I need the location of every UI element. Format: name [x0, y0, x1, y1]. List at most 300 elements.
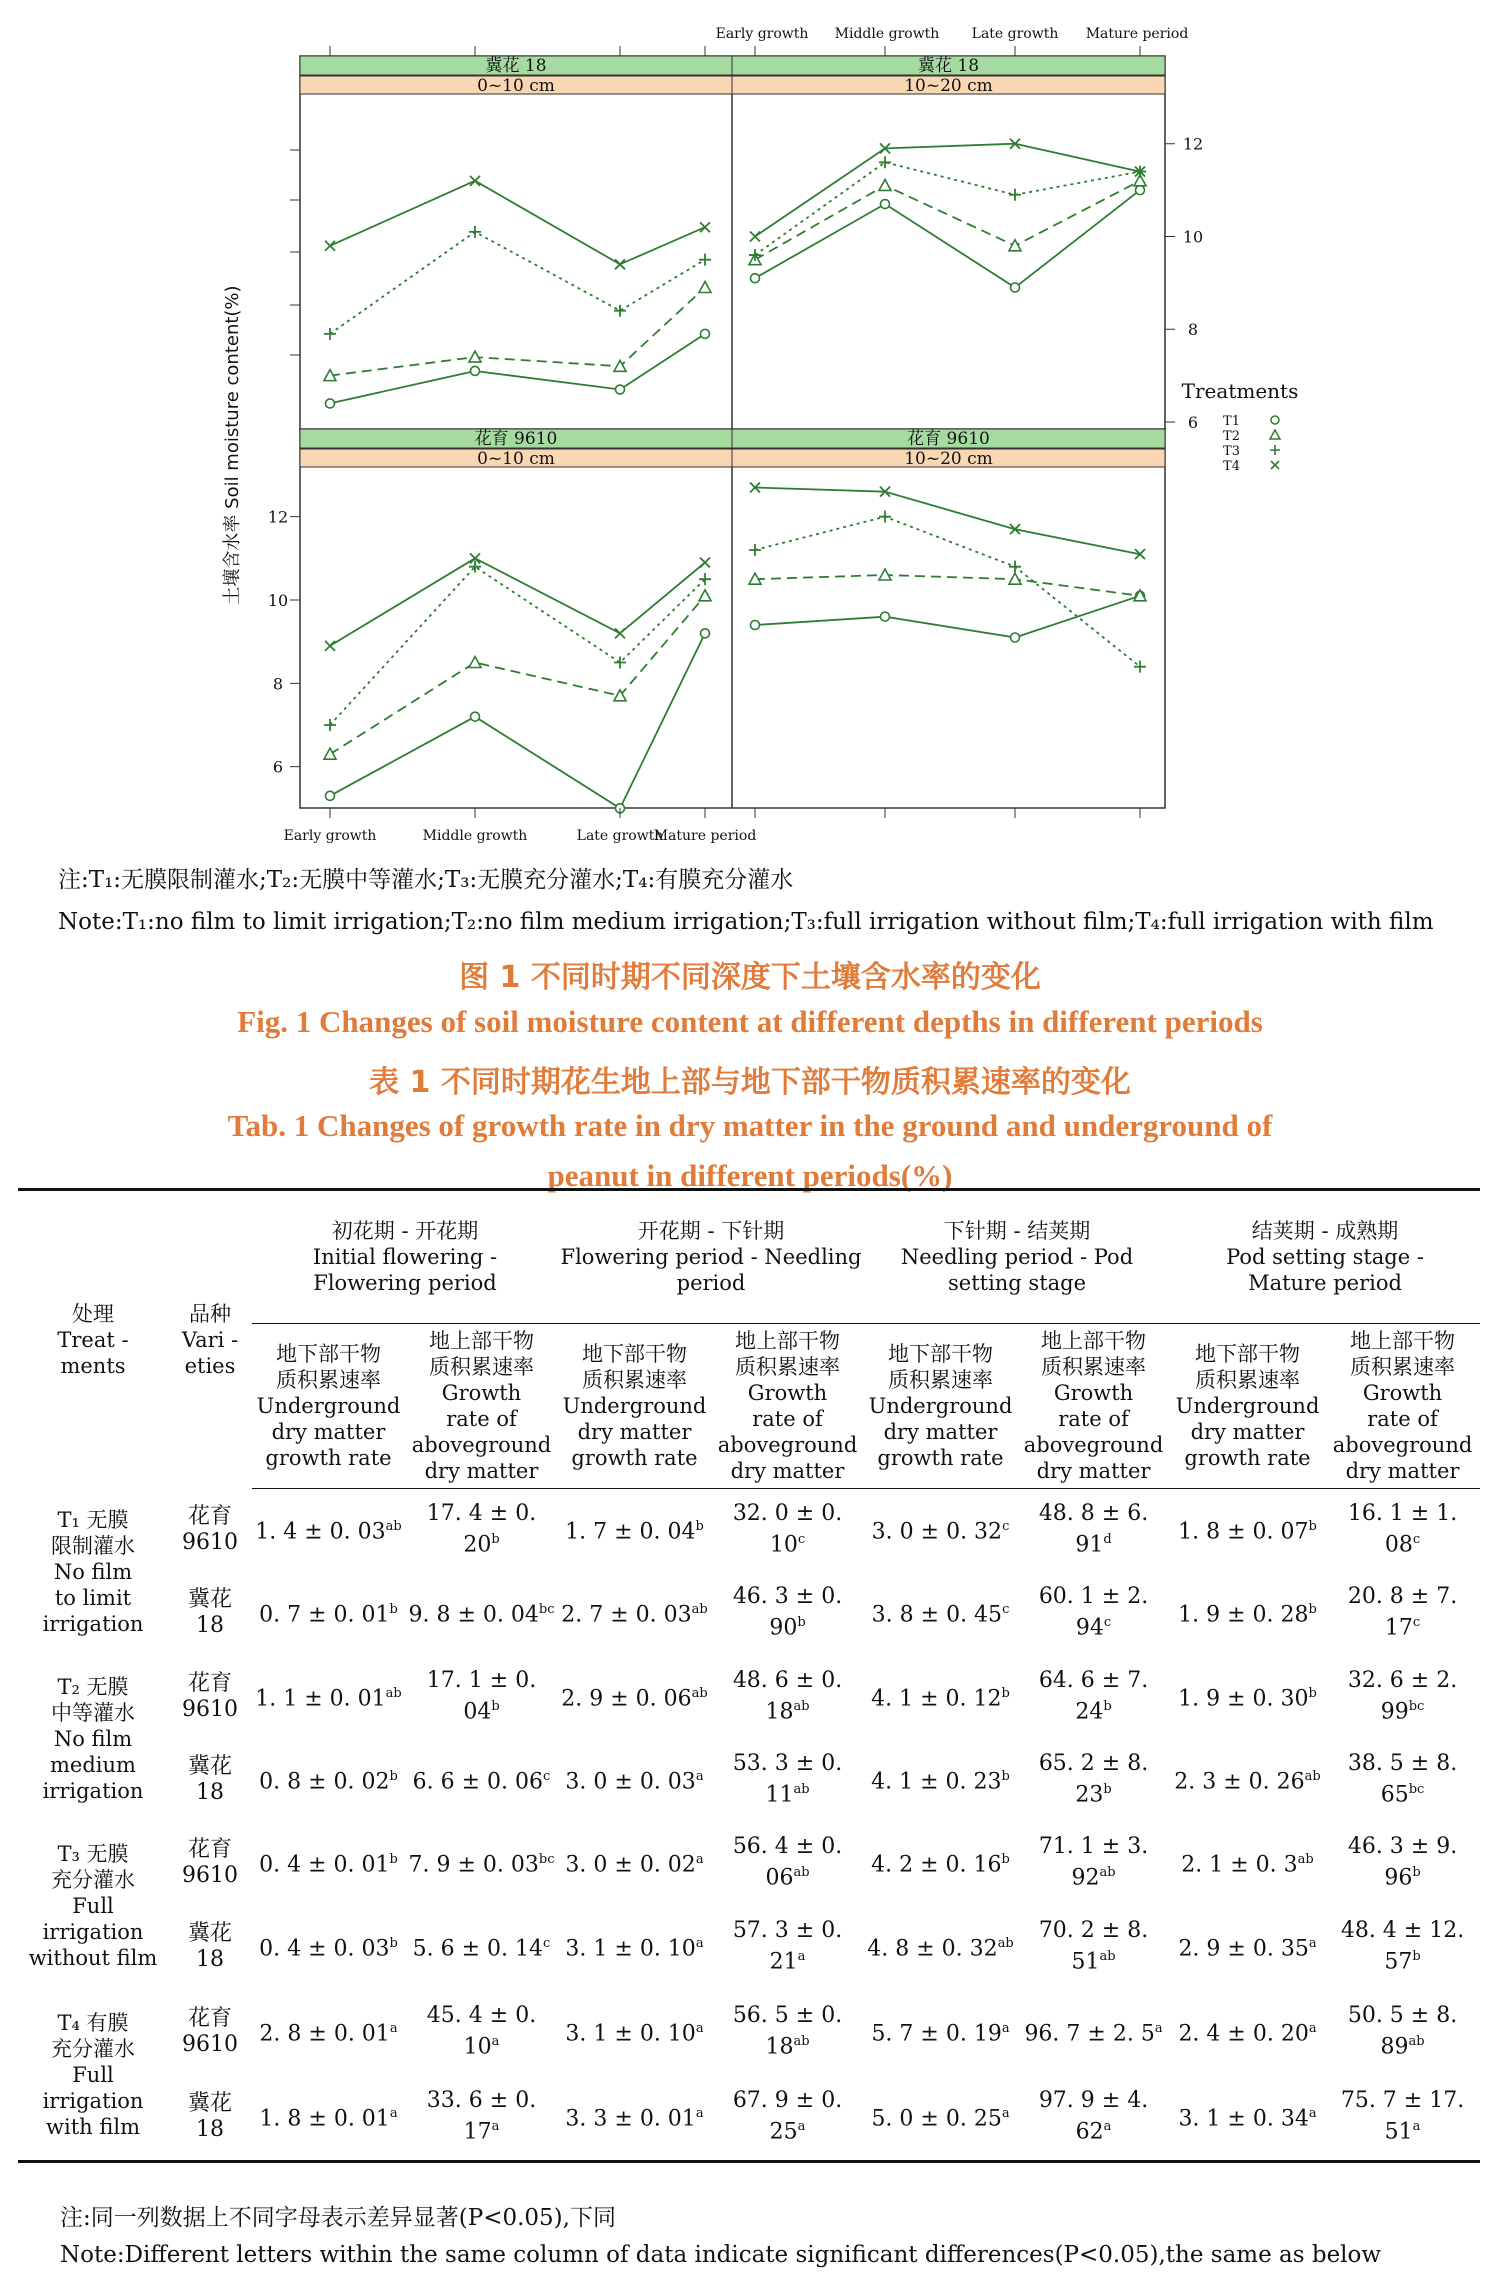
significance-letter: ab [997, 1935, 1014, 1951]
value-cell [1017, 1990, 1170, 2074]
significance-letter: bc [538, 1602, 555, 1618]
marker-t2 [699, 590, 711, 601]
figure-note-cn: 注:T₁:无膜限制灌水;T₂:无膜中等灌水;T₃:无膜充分灌水;T₄:有膜充分灌水 [58, 867, 794, 893]
header-aboveground: 地上部干物 质积累速率 Growth rate of aboveground dry matter [405, 1324, 558, 1489]
legend-label: T1 [1223, 414, 1240, 429]
marker-t3 [1009, 189, 1021, 201]
y-tick-label: 6 [1187, 413, 1199, 432]
variety-cell: 花育 9610 [182, 1670, 238, 1722]
variety-cell: 花育 9610 [182, 1836, 238, 1888]
value-text: 64. 6 ± 7. 24 [1038, 1667, 1149, 1725]
significance-letter: b [1103, 1698, 1112, 1714]
value-cell [1017, 1571, 1170, 1656]
value-cell [1017, 1822, 1170, 1904]
value-text: 96. 7 ± 2. 5 [1024, 2021, 1155, 2047]
series-line-t1 [755, 190, 1140, 287]
significance-letter: b [1412, 1948, 1421, 1964]
significance-letter: ab [793, 1781, 810, 1797]
value-cell [558, 1822, 711, 1904]
value-text: 6. 6 ± 0. 06 [412, 1769, 544, 1795]
marker-t2 [469, 657, 481, 668]
marker-t4 [470, 176, 480, 186]
x-tick-label: Early growth [715, 26, 809, 42]
marker-t1 [751, 274, 760, 283]
header-period: 开花期 - 下针期 Flowering period - Needling period [558, 1190, 864, 1324]
value-cell [252, 1904, 405, 1990]
significance-letter: b [1308, 1602, 1317, 1618]
legend-marker-t1 [1271, 416, 1279, 424]
value-cell [864, 1822, 1017, 1904]
value-cell [252, 2074, 405, 2162]
value-text: 97. 9 ± 4. 62 [1038, 2088, 1149, 2145]
value-text: 33. 6 ± 0. 17 [426, 2088, 537, 2145]
value-text: 0. 4 ± 0. 03 [259, 1936, 390, 1962]
dry-matter-table [18, 1188, 1480, 2163]
series-line-t4 [755, 488, 1140, 555]
series-line-t4 [330, 558, 705, 646]
value-cell [558, 1571, 711, 1656]
value-text: 2. 3 ± 0. 26 [1174, 1769, 1305, 1795]
value-text: 53. 3 ± 0. 11 [732, 1750, 843, 1808]
value-cell [864, 1571, 1017, 1656]
significance-letter: b [491, 1698, 500, 1714]
variety-cell: 冀花 18 [168, 2074, 252, 2162]
marker-t1 [471, 366, 480, 375]
table-row [18, 1990, 1480, 2074]
value-cell [558, 1990, 711, 2074]
value-cell [711, 1738, 864, 1822]
significance-letter: b [1103, 1781, 1112, 1797]
table-row [18, 1656, 1480, 1738]
series-line-t1 [755, 596, 1140, 638]
marker-t1 [326, 791, 335, 800]
significance-letter: d [1103, 1532, 1112, 1548]
marker-t4 [615, 259, 625, 269]
significance-letter: a [695, 2020, 704, 2036]
significance-letter: a [1412, 2119, 1421, 2135]
value-cell [252, 1990, 405, 2074]
significance-letter: ab [1099, 1948, 1116, 1964]
significance-letter: c [1002, 1602, 1010, 1618]
value-cell [558, 2074, 711, 2162]
value-text: 60. 1 ± 2. 94 [1038, 1584, 1149, 1641]
value-text: 0. 4 ± 0. 01 [259, 1852, 390, 1878]
significance-letter: c [1103, 1615, 1112, 1631]
value-cell [558, 1489, 711, 1571]
value-cell [864, 1990, 1017, 2074]
treatment-cell: T₁ 无膜 限制灌水 No film to limit irrigation [42, 1508, 144, 1636]
significance-letter: c [543, 1768, 551, 1784]
value-cell [252, 1489, 405, 1571]
series-line-t2 [755, 575, 1140, 596]
strip-variety-label: 冀花 18 [917, 56, 980, 76]
value-cell [711, 1990, 864, 2074]
value-text: 1. 9 ± 0. 28 [1178, 1602, 1309, 1628]
value-cell [1325, 1822, 1480, 1904]
value-text: 2. 4 ± 0. 20 [1178, 2021, 1309, 2047]
legend-marker-t2 [1270, 430, 1280, 439]
value-cell [1017, 1489, 1170, 1571]
value-cell [1325, 2074, 1480, 2162]
strip-depth-label: 10~20 cm [904, 449, 993, 469]
value-cell [864, 2074, 1017, 2162]
value-text: 2. 8 ± 0. 01 [259, 2021, 390, 2047]
significance-letter: ab [1304, 1768, 1321, 1784]
value-text: 56. 5 ± 0. 18 [732, 2002, 843, 2060]
value-cell [1017, 2074, 1170, 2162]
marker-t2 [324, 748, 336, 759]
significance-letter: c [1412, 1615, 1421, 1631]
value-cell [1170, 1489, 1325, 1571]
figure-caption-en: Fig. 1 Changes of soil moisture content at different depths in different periods [237, 1004, 1263, 1039]
value-cell [1325, 1904, 1480, 1990]
value-cell [711, 2074, 864, 2162]
marker-t1 [881, 612, 890, 621]
series-line-t3 [755, 162, 1140, 255]
value-text: 3. 0 ± 0. 02 [565, 1852, 696, 1878]
marker-t3 [324, 328, 336, 340]
table-row [18, 1822, 1480, 1904]
x-tick-label: Late growth [971, 26, 1059, 42]
significance-letter: a [389, 2020, 398, 2036]
significance-letter: a [695, 1851, 704, 1867]
significance-letter: b [389, 1768, 398, 1784]
marker-t1 [1011, 633, 1020, 642]
value-text: 0. 8 ± 0. 02 [259, 1769, 390, 1795]
marker-t1 [1011, 283, 1020, 292]
significance-letter: b [1412, 1864, 1421, 1880]
marker-t4 [325, 241, 335, 251]
figure-caption-cn: 图 1 不同时期不同深度下土壤含水率的变化 [459, 960, 1041, 995]
x-tick-label: Middle growth [834, 26, 940, 42]
marker-t3 [749, 544, 761, 556]
marker-t1 [471, 712, 480, 721]
value-text: 3. 3 ± 0. 01 [565, 2106, 696, 2132]
value-cell [711, 1822, 864, 1904]
value-text: 17. 4 ± 0. 20 [426, 1501, 537, 1558]
significance-letter: c [1412, 1532, 1421, 1548]
value-cell [405, 1904, 558, 1990]
strip-depth-label: 0~10 cm [477, 449, 555, 469]
x-tick-label: Early growth [283, 828, 377, 844]
table-row [18, 2074, 1480, 2162]
legend-title: Treatments [1181, 379, 1299, 403]
strip-depth-label: 10~20 cm [904, 76, 993, 96]
significance-letter: ab [691, 1685, 708, 1701]
header-period: 初花期 - 开花期 Initial flowering - Flowering period [252, 1190, 558, 1324]
legend-label: T4 [1223, 459, 1240, 474]
table-note-en: Note:Different letters within the same column of data indicate significant differences(P<0.05),the same as below [60, 2242, 1382, 2268]
value-cell [1017, 1738, 1170, 1822]
significance-letter: ab [385, 1685, 402, 1701]
value-text: 4. 1 ± 0. 12 [871, 1686, 1002, 1712]
value-cell [1017, 1656, 1170, 1738]
significance-letter: a [1001, 2106, 1010, 2122]
significance-letter: a [491, 2033, 500, 2049]
variety-cell: 冀花 18 [187, 1587, 232, 1638]
value-text: 48. 8 ± 6. 91 [1038, 1501, 1149, 1558]
value-text: 9. 8 ± 0. 04 [408, 1602, 539, 1628]
value-cell [405, 1571, 558, 1656]
series-line-t2 [330, 596, 705, 754]
header-period: 结荚期 - 成熟期 Pod setting stage - Mature period [1170, 1190, 1480, 1324]
y-tick-label: 8 [1187, 320, 1199, 340]
value-text: 57. 3 ± 0. 21 [732, 1917, 843, 1975]
value-text: 2. 9 ± 0. 35 [1178, 1936, 1309, 1962]
value-text: 5. 6 ± 0. 14 [412, 1936, 544, 1962]
marker-t3 [469, 226, 481, 238]
value-cell [252, 1571, 405, 1656]
x-tick-label: Middle growth [422, 828, 528, 844]
significance-letter: a [389, 2106, 398, 2122]
value-cell [405, 1822, 558, 1904]
marker-t4 [700, 222, 710, 232]
marker-t1 [326, 399, 335, 408]
variety-cell: 冀花 18 [187, 1753, 232, 1805]
marker-t3 [879, 511, 891, 523]
value-cell [1325, 1571, 1480, 1656]
value-cell [405, 1990, 558, 2074]
table-row [18, 1904, 1480, 1990]
significance-letter: a [1154, 2020, 1163, 2036]
y-tick-label: 10 [1182, 227, 1204, 247]
variety-cell: 花育 9610 [182, 2005, 238, 2057]
figure-note-en: Note:T₁:no film to limit irrigation;T₂:no film medium irrigation;T₃:full irrigation without film;T₄:full irrigation with film [58, 909, 1434, 935]
value-cell [1170, 1990, 1325, 2074]
marker-t3 [614, 305, 626, 317]
significance-letter: b [695, 1519, 704, 1535]
significance-letter: c [797, 1532, 806, 1548]
value-cell [405, 1738, 558, 1822]
treatment-cell: T₃ 无膜 充分灌水 Full irrigation without film [28, 1841, 158, 1970]
value-text: 50. 5 ± 8. 89 [1347, 2002, 1458, 2060]
value-text: 48. 6 ± 0. 18 [732, 1667, 843, 1725]
marker-t1 [701, 629, 710, 638]
series-line-t2 [755, 181, 1140, 260]
marker-t3 [1009, 561, 1021, 573]
header-aboveground: 地上部干物 质积累速率 Growth rate of aboveground dry matter [1017, 1324, 1170, 1489]
significance-letter: b [1308, 1685, 1317, 1701]
marker-t3 [879, 156, 891, 168]
significance-letter: ab [793, 1864, 810, 1880]
strip-variety-label: 花育 9610 [907, 429, 990, 449]
value-cell [1170, 1571, 1325, 1656]
value-cell [252, 1656, 405, 1738]
value-text: 32. 0 ± 0. 10 [732, 1501, 843, 1558]
value-cell [1325, 1738, 1480, 1822]
marker-t4 [750, 231, 760, 241]
value-cell [1170, 1822, 1325, 1904]
value-cell [558, 1738, 711, 1822]
header-period: 下针期 - 结荚期 Needling period - Pod setting stage [864, 1190, 1170, 1324]
x-tick-label: Late growth [576, 828, 664, 844]
significance-letter: ab [793, 1698, 810, 1714]
value-text: 46. 3 ± 0. 90 [732, 1584, 843, 1641]
marker-t1 [616, 385, 625, 394]
legend-label: T2 [1223, 429, 1240, 444]
value-cell [864, 1904, 1017, 1990]
value-text: 16. 1 ± 1. 08 [1347, 1501, 1458, 1558]
value-text: 1. 7 ± 0. 04 [565, 1519, 696, 1545]
value-text: 38. 5 ± 8. 65 [1347, 1750, 1458, 1808]
significance-letter: bc [538, 1851, 555, 1867]
marker-t3 [749, 249, 761, 261]
header-underground: 地下部干物 质积累速率 Underground dry matter growth rate [558, 1324, 711, 1489]
significance-letter: a [695, 1768, 704, 1784]
strip-variety-label: 冀花 18 [485, 56, 547, 76]
significance-letter: ab [385, 1519, 402, 1535]
value-cell [405, 1656, 558, 1738]
strip-variety-label: 花育 9610 [474, 429, 558, 449]
header-underground: 地下部干物 质积累速率 Underground dry matter growth rate [252, 1324, 405, 1489]
value-cell [252, 1738, 405, 1822]
significance-letter: b [491, 1532, 500, 1548]
marker-t4 [615, 628, 625, 638]
value-text: 1. 8 ± 0. 01 [259, 2106, 390, 2132]
value-text: 3. 1 ± 0. 10 [565, 2021, 696, 2047]
value-text: 5. 7 ± 0. 19 [871, 2021, 1002, 2047]
y-tick-label: 12 [267, 507, 289, 527]
marker-t2 [699, 282, 711, 293]
x-tick-label: Mature period [1085, 26, 1189, 42]
value-text: 75. 7 ± 17. 51 [1340, 2088, 1465, 2145]
header-aboveground: 地上部干物 质积累速率 Growth rate of aboveground dry matter [711, 1324, 864, 1489]
value-cell [1170, 1738, 1325, 1822]
significance-letter: b [1001, 1851, 1010, 1867]
significance-letter: b [389, 1935, 398, 1951]
value-text: 3. 0 ± 0. 32 [871, 1519, 1003, 1545]
header-varieties: 品种 Vari - eties [168, 1190, 252, 1489]
value-cell [864, 1738, 1017, 1822]
value-text: 1. 8 ± 0. 07 [1178, 1519, 1309, 1545]
value-text: 3. 1 ± 0. 10 [565, 1936, 696, 1962]
variety-cell: 冀花 18 [187, 1920, 232, 1972]
significance-letter: a [1308, 2106, 1317, 2122]
marker-t2 [1009, 240, 1021, 251]
value-text: 3. 8 ± 0. 45 [871, 1602, 1003, 1628]
significance-letter: a [1001, 2020, 1010, 2036]
soil-moisture-figure [0, 0, 1500, 860]
marker-t3 [699, 254, 711, 266]
series-line-t3 [330, 232, 705, 334]
significance-letter: bc [1408, 1781, 1425, 1797]
marker-t4 [325, 641, 335, 651]
value-text: 2. 9 ± 0. 06 [561, 1686, 692, 1712]
y-tick-label: 8 [272, 674, 284, 694]
header-treatments: 处理 Treat - ments [18, 1190, 168, 1489]
value-text: 70. 2 ± 8. 51 [1038, 1917, 1149, 1975]
value-text: 4. 1 ± 0. 23 [871, 1769, 1002, 1795]
significance-letter: a [1308, 1935, 1317, 1951]
value-text: 65. 2 ± 8. 23 [1038, 1750, 1149, 1808]
marker-t2 [879, 179, 891, 190]
value-text: 7. 9 ± 0. 03 [408, 1852, 539, 1878]
significance-letter: ab [691, 1602, 708, 1618]
treatment-cell: T₄ 有膜 充分灌水 Full irrigation with film [18, 1990, 168, 2162]
series-line-t3 [330, 567, 705, 725]
series-line-t4 [755, 144, 1140, 237]
value-cell [711, 1656, 864, 1738]
marker-t1 [881, 200, 890, 209]
value-text: 1. 9 ± 0. 30 [1178, 1686, 1309, 1712]
series-line-t4 [330, 181, 705, 264]
table-row [18, 1738, 1480, 1822]
value-text: 4. 8 ± 0. 32 [867, 1936, 998, 1962]
significance-letter: a [1308, 2020, 1317, 2036]
value-text: 3. 0 ± 0. 03 [565, 1769, 696, 1795]
value-text: 3. 1 ± 0. 34 [1178, 2106, 1309, 2132]
value-text: 45. 4 ± 0. 10 [426, 2002, 537, 2060]
value-cell [864, 1489, 1017, 1571]
marker-t3 [699, 573, 711, 585]
value-cell [558, 1904, 711, 1990]
table-row [18, 1571, 1480, 1656]
value-cell [1170, 1904, 1325, 1990]
marker-t1 [701, 329, 710, 338]
variety-cell: 花育 9610 [182, 1503, 238, 1555]
value-cell [405, 1489, 558, 1571]
value-cell [864, 1656, 1017, 1738]
value-text: 20. 8 ± 7. 17 [1347, 1584, 1458, 1641]
y-tick-label: 10 [267, 591, 289, 610]
significance-letter: c [1002, 1519, 1010, 1535]
strip-depth-label: 0~10 cm [477, 76, 555, 96]
significance-letter: a [1103, 2119, 1112, 2135]
header-underground: 地下部干物 质积累速率 Underground dry matter growth rate [1170, 1324, 1325, 1489]
table-caption-en-1: Tab. 1 Changes of growth rate in dry matter in the ground and underground of [227, 1108, 1273, 1143]
treatment-cell: T₂ 无膜 中等灌水 No film medium irrigation [42, 1674, 144, 1803]
significance-letter: b [389, 1602, 398, 1618]
header-aboveground: 地上部干物 质积累速率 Growth rate of aboveground dry matter [1325, 1324, 1480, 1489]
value-text: 0. 7 ± 0. 01 [259, 1602, 390, 1628]
value-text: 71. 1 ± 3. 92 [1038, 1833, 1149, 1891]
significance-letter: b [1001, 1768, 1010, 1784]
significance-letter: c [543, 1935, 551, 1951]
table-caption-en-2: peanut in different periods(%) [547, 1158, 953, 1193]
significance-letter: a [695, 2106, 704, 2122]
legend-label: T3 [1223, 444, 1240, 459]
significance-letter: b [1001, 1685, 1010, 1701]
value-text: 1. 1 ± 0. 01 [255, 1686, 386, 1712]
legend-marker-t4 [1271, 461, 1279, 469]
significance-letter: ab [1297, 1851, 1314, 1867]
value-text: 2. 7 ± 0. 03 [561, 1602, 692, 1628]
value-text: 5. 0 ± 0. 25 [871, 2106, 1002, 2132]
value-cell [1325, 1489, 1480, 1571]
significance-letter: ab [1099, 1864, 1116, 1880]
significance-letter: ab [793, 2033, 810, 2049]
table-note-cn: 注:同一列数据上不同字母表示差异显著(P<0.05),下同 [60, 2205, 616, 2231]
value-cell [1170, 2074, 1325, 2162]
header-underground: 地下部干物 质积累速率 Underground dry matter growth rate [864, 1324, 1017, 1489]
value-cell [711, 1571, 864, 1656]
value-cell [711, 1489, 864, 1571]
significance-letter: bc [1408, 1698, 1425, 1714]
y-tick-label: 12 [1182, 134, 1204, 154]
value-cell [558, 1656, 711, 1738]
significance-letter: b [389, 1851, 398, 1867]
significance-letter: a [797, 1948, 806, 1964]
value-text: 56. 4 ± 0. 06 [732, 1833, 843, 1891]
value-text: 1. 4 ± 0. 03 [255, 1519, 386, 1545]
significance-letter: a [797, 2119, 806, 2135]
y-axis-label: 土壤含水率 Soil moisture content(%) [222, 285, 243, 605]
series-line-t3 [755, 517, 1140, 667]
series-line-t2 [330, 288, 705, 376]
significance-letter: b [797, 1615, 806, 1631]
significance-letter: a [491, 2119, 500, 2135]
marker-t3 [324, 719, 336, 731]
